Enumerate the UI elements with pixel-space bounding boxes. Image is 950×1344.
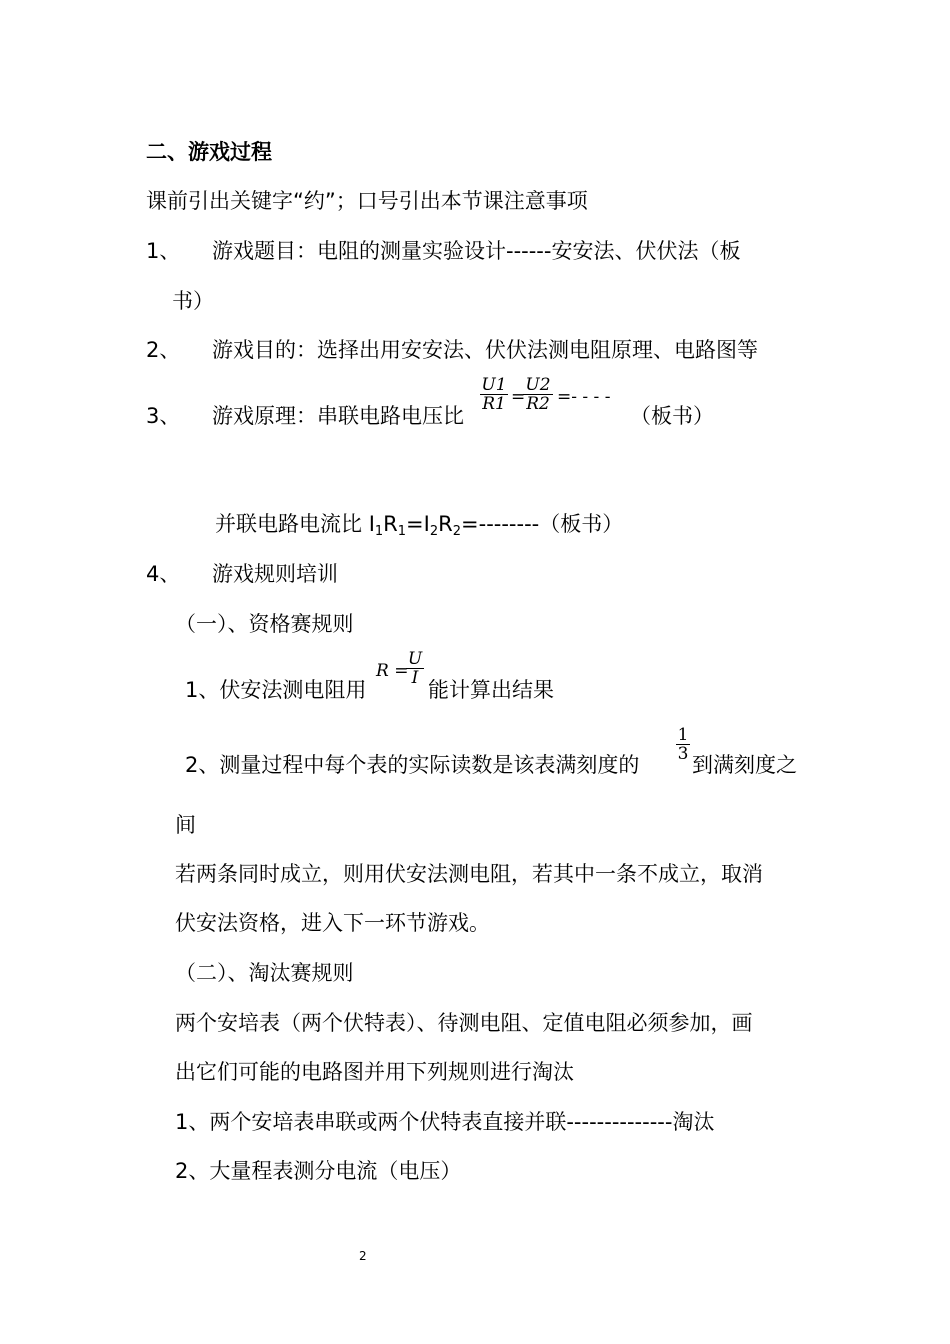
series-ratio-frac-2 — [523, 376, 553, 413]
series-ratio-num-1: U1 — [481, 375, 507, 395]
ohm-formula-den: I — [406, 668, 424, 687]
series-ratio-den-1: R1 — [480, 394, 508, 413]
series-ratio-equals: = — [511, 387, 526, 407]
ohm-formula-num: U — [407, 649, 423, 669]
qualifier-rule-2-suffix: 到满刻度之 — [692, 753, 797, 777]
one-third-frac — [676, 726, 690, 763]
parallel-tail: =--------（板书） — [461, 512, 624, 536]
qualifier-heading: （一）、资格赛规则 — [175, 612, 354, 636]
item-4-number: 4、 — [146, 562, 181, 586]
parallel-prefix: 并联电路电流比 — [215, 512, 369, 536]
qualifier-rule-1-suffix: 能计算出结果 — [428, 678, 554, 702]
qualifier-conclusion-line-1: 若两条同时成立，则用伏安法测电阻，若其中一条不成立，取消 — [175, 862, 763, 886]
item-4-text: 游戏规则培训 — [212, 562, 338, 586]
elimination-desc-line-2: 出它们可能的电路图并用下列规则进行淘汰 — [175, 1060, 574, 1084]
series-ratio-num-2: U2 — [525, 375, 551, 395]
qualifier-rule-2-cont: 间 — [175, 813, 196, 837]
elimination-rule-2: 2、大量程表测分电流（电压） — [175, 1159, 462, 1183]
item-3-number: 3、 — [146, 404, 181, 428]
item-3-note: （板书） — [630, 404, 714, 428]
series-ratio-tail: =- - - - — [557, 387, 611, 407]
item-3-text: 游戏原理：串联电路电压比 — [212, 404, 464, 428]
item-1-text-cont: 书） — [172, 289, 214, 313]
item-1-number: 1、 — [146, 239, 181, 263]
elimination-rule-1: 1、两个安培表串联或两个伏特表直接并联--------------淘汰 — [175, 1110, 715, 1134]
qualifier-conclusion-line-2: 伏安法资格，进入下一环节游戏。 — [175, 911, 490, 935]
series-ratio-den-2: R2 — [523, 394, 553, 413]
one-third-num: 1 — [677, 725, 689, 745]
item-2-text: 游戏目的：选择出用安安法、伏伏法测电阻原理、电路图等 — [212, 338, 758, 362]
ohm-formula-frac — [406, 650, 424, 687]
elimination-desc-line-1: 两个安培表（两个伏特表）、待测电阻、定值电阻必须参加，画 — [175, 1011, 753, 1035]
qualifier-rule-2-prefix: 2、测量过程中每个表的实际读数是该表满刻度的 — [185, 753, 640, 777]
intro-line: 课前引出关键字“约”；口号引出本节课注意事项 — [146, 189, 588, 213]
section-title: 二、游戏过程 — [146, 140, 272, 164]
item-2-number: 2、 — [146, 338, 181, 362]
parallel-current-line: 并联电路电流比 $I_1R_1=I_2R_2=--------$（板书） — [215, 512, 624, 539]
page-number: 2 — [359, 1249, 367, 1263]
ohm-formula-lhs: R = — [376, 661, 409, 681]
qualifier-rule-1-prefix: 1、伏安法测电阻用 — [185, 678, 367, 702]
item-1-text: 游戏题目：电阻的测量实验设计------安安法、伏伏法（板 — [212, 239, 741, 263]
elimination-heading: （二）、淘汰赛规则 — [175, 961, 354, 985]
one-third-den: 3 — [677, 744, 689, 764]
series-ratio-frac-1 — [480, 376, 508, 413]
